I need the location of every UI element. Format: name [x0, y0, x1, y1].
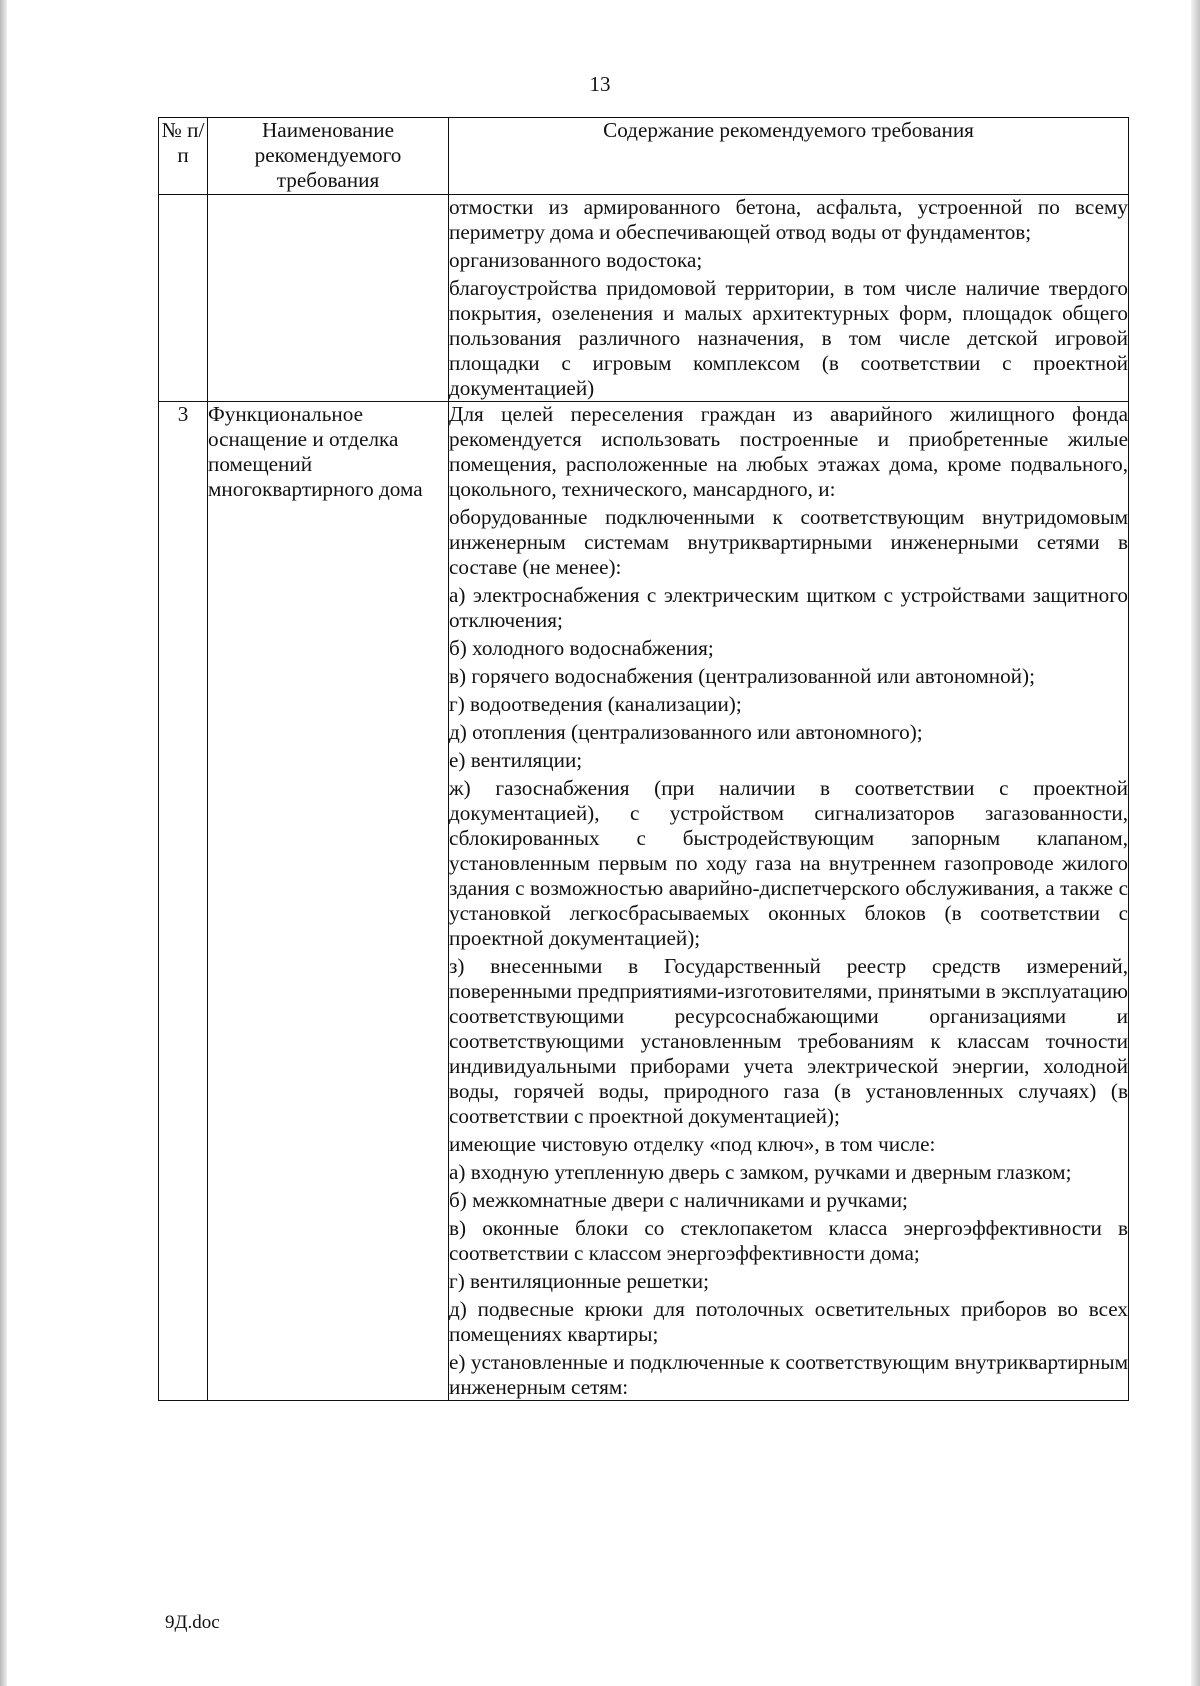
table-row — [159, 195, 1129, 402]
content-paragraph: Для целей переселения граждан из аварийного жилищного фонда рекомендуется использовать построенные и приобретенные жилые помещения, расположенные на любых этажах дома, кроме подвального, цокольного, технического, мансардного, и: — [449, 402, 1128, 501]
content-paragraph: благоустройства придомовой территории, в том числе наличие твердого покрытия, озеленения и малых архитектурных форм, площадок общего пользования различного назначения, в том числе детской игровой площадки с игровым комплексом (в соответствии с проектной документацией) — [449, 276, 1128, 400]
content-paragraph: в) оконные блоки со стеклопакетом класса энергоэффективности в соответствии с классом энергоэффективности дома; — [449, 1216, 1128, 1265]
row-number: 3 — [159, 402, 208, 1401]
requirements-table — [158, 117, 1129, 1401]
row-number — [159, 195, 208, 402]
footer-file-code: 9Д.doc — [165, 1612, 220, 1633]
content-paragraph: организованного водостока; — [449, 248, 703, 272]
table-row — [159, 402, 1129, 1401]
row-name: Функциональное оснащение и отделка помещений многоквартирного дома — [208, 402, 449, 1401]
row-content — [449, 195, 1129, 402]
header-content: Содержание рекомендуемого требования — [449, 118, 1129, 195]
scan-edge-right — [1191, 0, 1200, 1686]
content-paragraph: а) электроснабжения с электрическим щитком с устройствами защитного отключения; — [449, 583, 1128, 632]
content-paragraph: г) водоотведения (канализации); — [449, 692, 742, 716]
content-paragraph: оборудованные подключенными к соответствующим внутридомовым инженерным системам внутриквартирными инженерными сетями в составе (не менее): — [449, 505, 1128, 579]
scan-edge-left — [0, 0, 7, 1686]
row-content — [449, 402, 1129, 1401]
content-paragraph: д) подвесные крюки для потолочных осветительных приборов во всех помещениях квартиры; — [449, 1297, 1128, 1346]
content-paragraph: д) отопления (централизованного или автономного); — [449, 720, 923, 744]
header-number: № п/п — [159, 118, 208, 195]
content-paragraph: отмостки из армированного бетона, асфальта, устроенной по всему периметру дома и обеспечивающей отвод воды от фундаментов; — [449, 195, 1128, 244]
content-paragraph: б) холодного водоснабжения; — [449, 636, 714, 660]
content-paragraph: ж) газоснабжения (при наличии в соответствии с проектной документацией), с устройством сигнализаторов загазованности, сблокированных с быстродействующим запорным клапаном, установленным первым по ходу газа на внутреннем газопроводе жилого здания с возможностью аварийно-диспетчерского обслуживания, а также с установкой легкосбрасываемых оконных блоков (в соответствии с проектной документацией); — [449, 776, 1128, 950]
row-name — [208, 195, 449, 402]
table-header-row — [159, 118, 1129, 195]
content-paragraph: а) входную утепленную дверь с замком, ручками и дверным глазком; — [449, 1160, 1072, 1184]
page-number: 13 — [589, 72, 611, 96]
content-paragraph: з) внесенными в Государственный реестр средств измерений, поверенными предприятиями-изготовителями, принятыми в эксплуатацию соответствующими ресурсоснабжающими организациями и соответствующими установленным требованиям к классам точности индивидуальными приборами учета электрической энергии, холодной воды, горячей воды, природного газа (в установленных случаях) (в соответствии с проектной документацией); — [449, 954, 1128, 1128]
content-paragraph: б) межкомнатные двери с наличниками и ручками; — [449, 1188, 908, 1212]
content-paragraph: в) горячего водоснабжения (централизованной или автономной); — [449, 664, 1035, 688]
content-paragraph: е) вентиляции; — [449, 748, 583, 772]
content-paragraph: е) установленные и подключенные к соответствующим внутриквартирным инженерным сетям: — [449, 1350, 1128, 1399]
content-paragraph: имеющие чистовую отделку «под ключ», в том числе: — [449, 1132, 936, 1156]
content-paragraph: г) вентиляционные решетки; — [449, 1269, 709, 1293]
header-name: Наименование рекомендуемого требования — [208, 118, 449, 195]
